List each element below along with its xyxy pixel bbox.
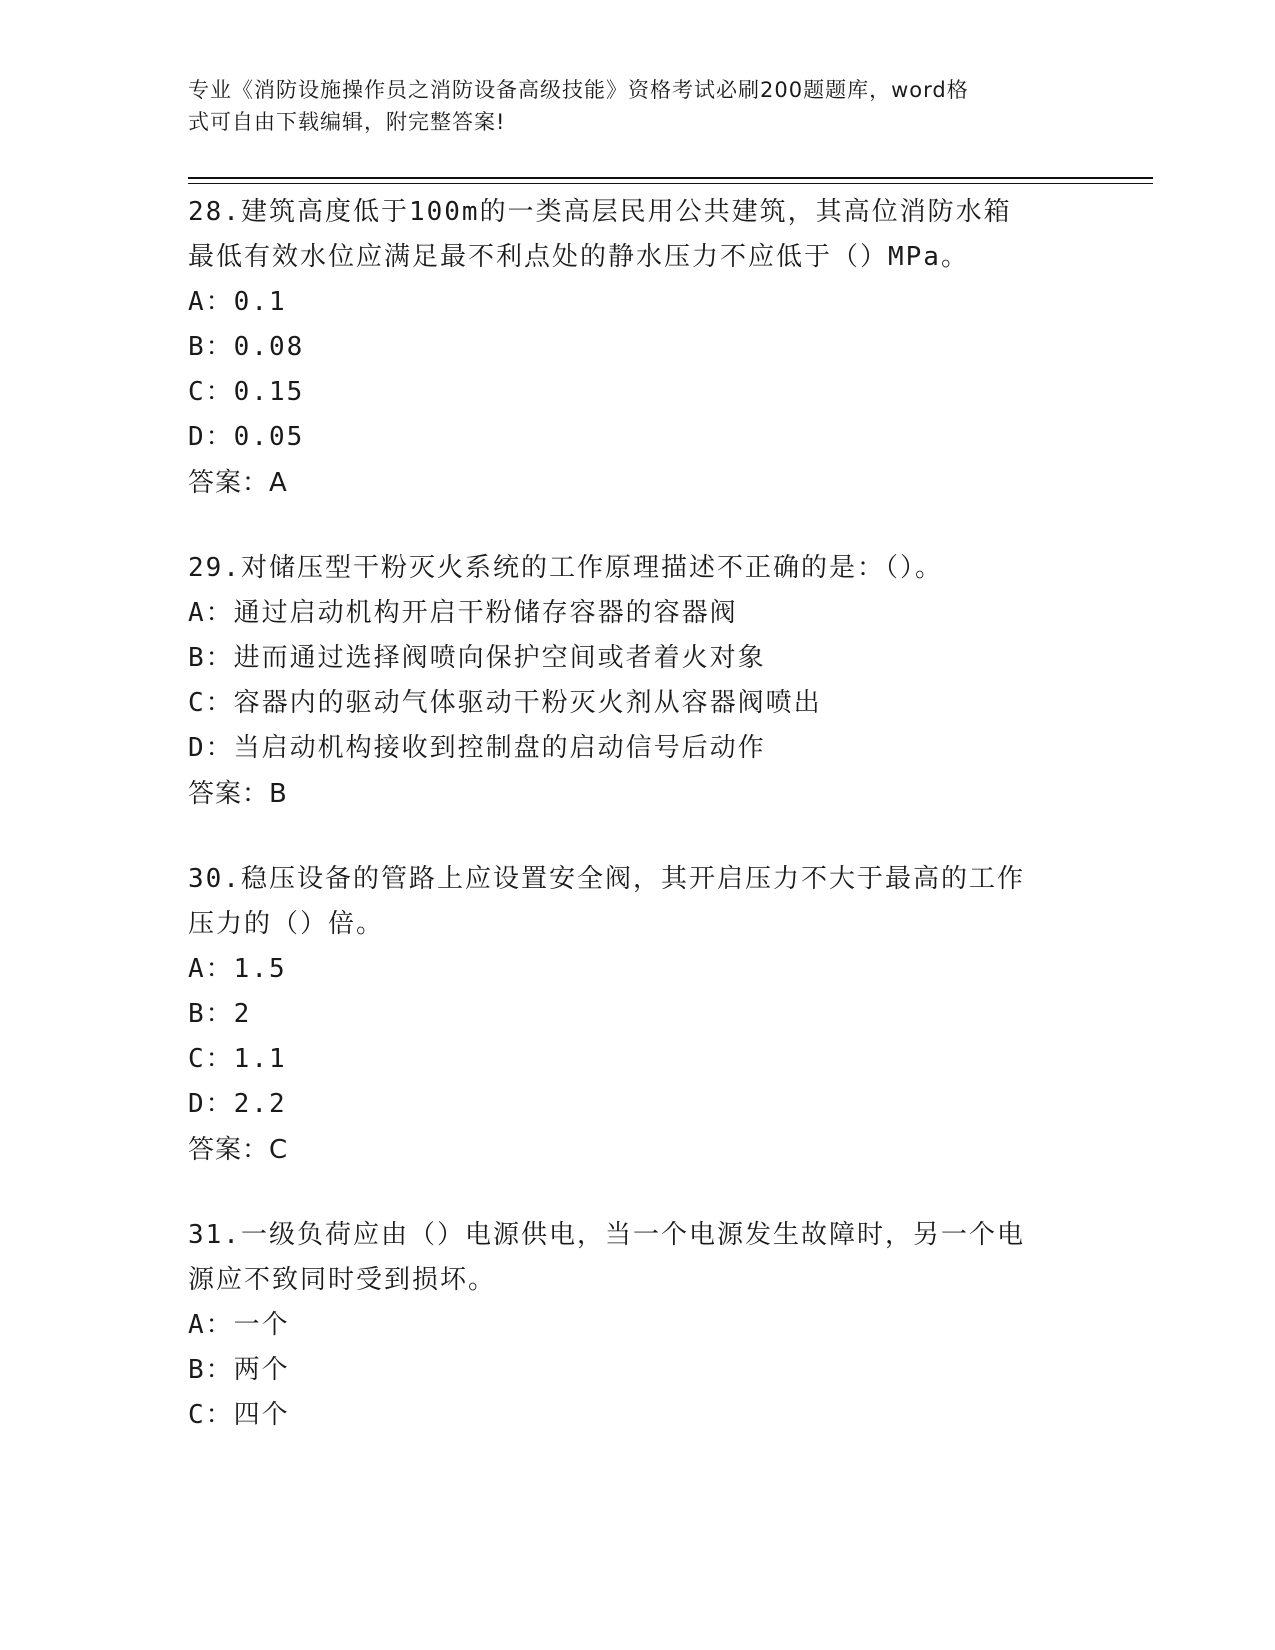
option-d	[188, 1082, 1088, 1127]
option-b	[188, 992, 1088, 1037]
option-key: C	[188, 688, 206, 718]
option-key: B	[188, 999, 206, 1029]
option-value: 四个	[233, 1400, 290, 1430]
option-b	[188, 636, 1088, 681]
option-separator: ：	[205, 1310, 234, 1340]
option-separator: ：	[205, 332, 234, 362]
header-line-2: 式可自由下载编辑，附完整答案!	[188, 110, 506, 134]
header-divider-thick	[188, 177, 1153, 179]
option-key: A	[188, 287, 206, 317]
option-value: 容器内的驱动气体驱动干粉灭火剂从容器阀喷出	[233, 688, 822, 718]
answer-label: 答案：B	[188, 779, 288, 809]
option-d	[188, 726, 1088, 771]
question-30	[188, 855, 1088, 1173]
answer-label: 答案：A	[188, 468, 288, 498]
option-separator: ：	[205, 1089, 234, 1119]
option-key: A	[188, 598, 206, 628]
option-key: A	[188, 954, 206, 984]
header-divider-thin	[188, 183, 1153, 184]
option-key: B	[188, 643, 206, 673]
option-key: C	[188, 1400, 206, 1430]
option-key: C	[188, 1044, 206, 1074]
option-a	[188, 1303, 1088, 1348]
option-separator: ：	[205, 643, 234, 673]
option-key: D	[188, 422, 206, 452]
option-key: C	[188, 377, 206, 407]
option-value: 进而通过选择阀喷向保护空间或者着火对象	[233, 643, 766, 673]
question-list	[188, 188, 1088, 1476]
option-key: B	[188, 332, 206, 362]
option-key: A	[188, 1310, 206, 1340]
option-b	[188, 325, 1088, 370]
option-value: 2.2	[233, 1089, 287, 1119]
option-separator: ：	[205, 1355, 234, 1385]
option-c	[188, 681, 1088, 726]
option-value: 0.05	[233, 422, 305, 452]
option-separator: ：	[205, 377, 234, 407]
option-value: 一个	[233, 1310, 290, 1340]
option-value: 当启动机构接收到控制盘的启动信号后动作	[233, 733, 766, 763]
option-a	[188, 280, 1088, 325]
header-line-1: 专业《消防设施操作员之消防设备高级技能》资格考试必刷200题题库，word格	[188, 78, 969, 102]
question-text: 29.对储压型干粉灭火系统的工作原理描述不正确的是：（）。	[188, 553, 943, 583]
question-text: 30.稳压设备的管路上应设置安全阀，其开启压力不大于最高的工作压力的（）倍。	[188, 864, 1025, 939]
option-separator: ：	[205, 598, 234, 628]
question-text: 31.一级负荷应由（）电源供电，当一个电源发生故障时，另一个电源应不致同时受到损坏。	[188, 1220, 1025, 1295]
option-key: B	[188, 1355, 206, 1385]
question-28	[188, 188, 1088, 506]
option-c	[188, 1393, 1088, 1438]
document-header	[188, 74, 1068, 138]
option-key: D	[188, 733, 206, 763]
option-c	[188, 370, 1088, 415]
option-separator: ：	[205, 688, 234, 718]
option-separator: ：	[205, 954, 234, 984]
option-c	[188, 1037, 1088, 1082]
option-a	[188, 591, 1088, 636]
question-text: 28.建筑高度低于100m的一类高层民用公共建筑，其高位消防水箱最低有效水位应满足最不利点处的静水压力不应低于（）MPa。	[188, 197, 1012, 272]
question-29	[188, 544, 1088, 817]
option-value: 1.1	[233, 1044, 287, 1074]
option-separator: ：	[205, 422, 234, 452]
answer-label: 答案：C	[188, 1135, 289, 1165]
option-value: 1.5	[233, 954, 287, 984]
option-value: 通过启动机构开启干粉储存容器的容器阀	[233, 598, 738, 628]
option-separator: ：	[205, 1400, 234, 1430]
option-b	[188, 1348, 1088, 1393]
option-value: 两个	[233, 1355, 290, 1385]
option-d	[188, 415, 1088, 460]
option-key: D	[188, 1089, 206, 1119]
option-separator: ：	[205, 287, 234, 317]
option-value: 0.1	[233, 287, 287, 317]
option-separator: ：	[205, 733, 234, 763]
option-value: 0.08	[233, 332, 305, 362]
option-a	[188, 947, 1088, 992]
question-31	[188, 1211, 1088, 1438]
option-separator: ：	[205, 999, 234, 1029]
option-separator: ：	[205, 1044, 234, 1074]
option-value: 2	[233, 999, 252, 1029]
option-value: 0.15	[233, 377, 305, 407]
